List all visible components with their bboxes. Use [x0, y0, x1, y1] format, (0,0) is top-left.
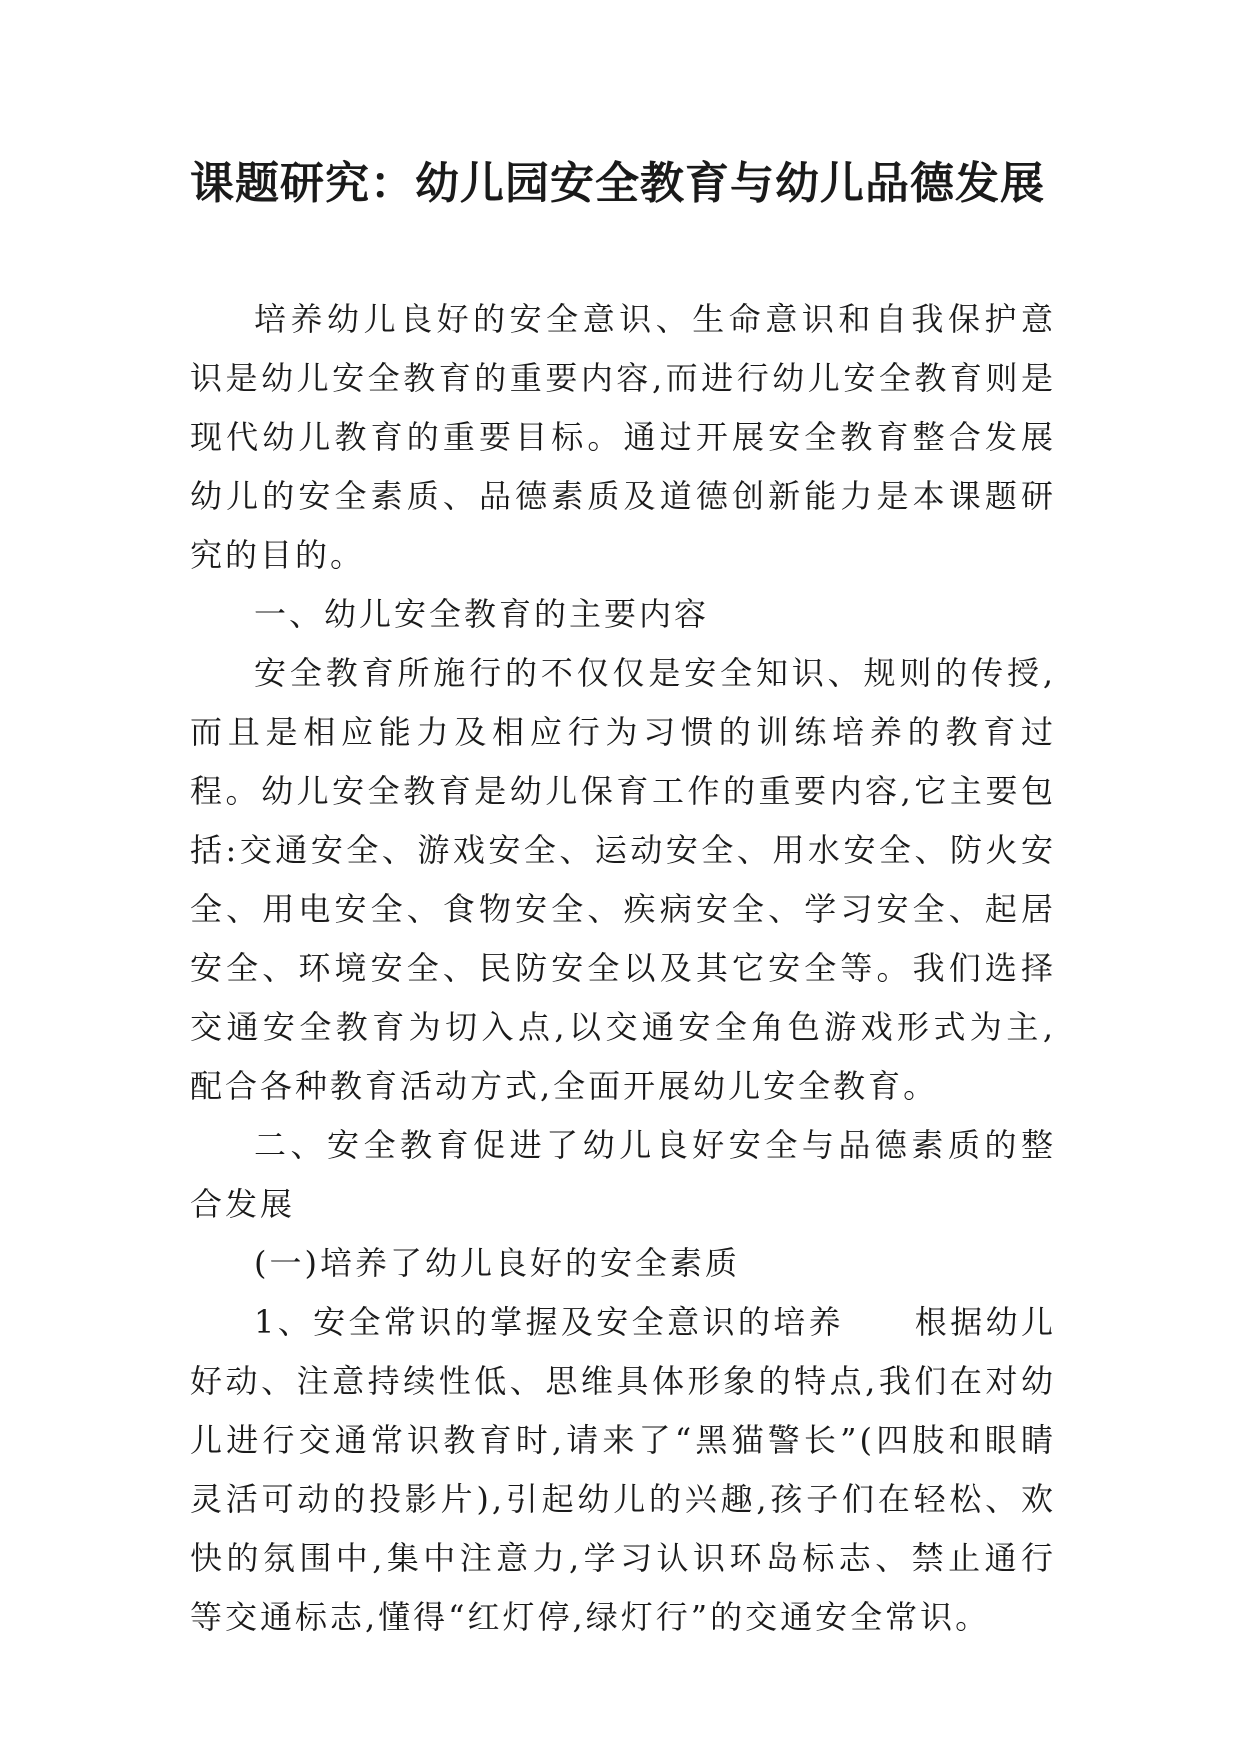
paragraph-section-1: 安全教育所施行的不仅仅是安全知识、规则的传授,而且是相应能力及相应行为习惯的训练培养的教育过程。幼儿安全教育是幼儿保育工作的重要内容,它主要包括:交通安全、游戏安全、运动安全、用水安全、防火安全、用电安全、食物安全、疾病安全、学习安全、起居安全、环境安全、民防安全以及其它安全等。我们选择交通安全教育为切入点,以交通安全角色游戏形式为主,配合各种教育活动方式,全面开展幼儿安全教育。 — [190, 654, 1056, 1105]
heading-subsection-1: (一)培养了幼儿良好的安全素质 — [254, 1244, 740, 1282]
document-page — [190, 0, 1056, 1647]
heading-section-1: 一、幼儿安全教育的主要内容 — [254, 595, 710, 633]
heading-section-2: 二、安全教育促进了幼儿良好安全与品德素质的整合发展 — [190, 1126, 1056, 1223]
paragraph-intro: 培养幼儿良好的安全意识、生命意识和自我保护意识是幼儿安全教育的重要内容,而进行幼儿安全教育则是现代幼儿教育的重要目标。通过开展安全教育整合发展幼儿的安全素质、品德素质及道德创新能力是本课题研究的目的。 — [190, 300, 1056, 574]
paragraph-point-1: 1、安全常识的掌握及安全意识的培养 根据幼儿好动、注意持续性低、思维具体形象的特点,我们在对幼儿进行交通常识教育时,请来了“黑猫警长”(四肢和眼睛灵活可动的投影片),引起幼儿的兴趣,孩子们在轻松、欢快的氛围中,集中注意力,学习认识环岛标志、禁止通行等交通标志,懂得“红灯停,绿灯行”的交通安全常识。 — [190, 1303, 1056, 1636]
document-body — [190, 290, 1056, 1647]
document-title: 课题研究：幼儿园安全教育与幼儿品德发展 — [190, 158, 1045, 209]
